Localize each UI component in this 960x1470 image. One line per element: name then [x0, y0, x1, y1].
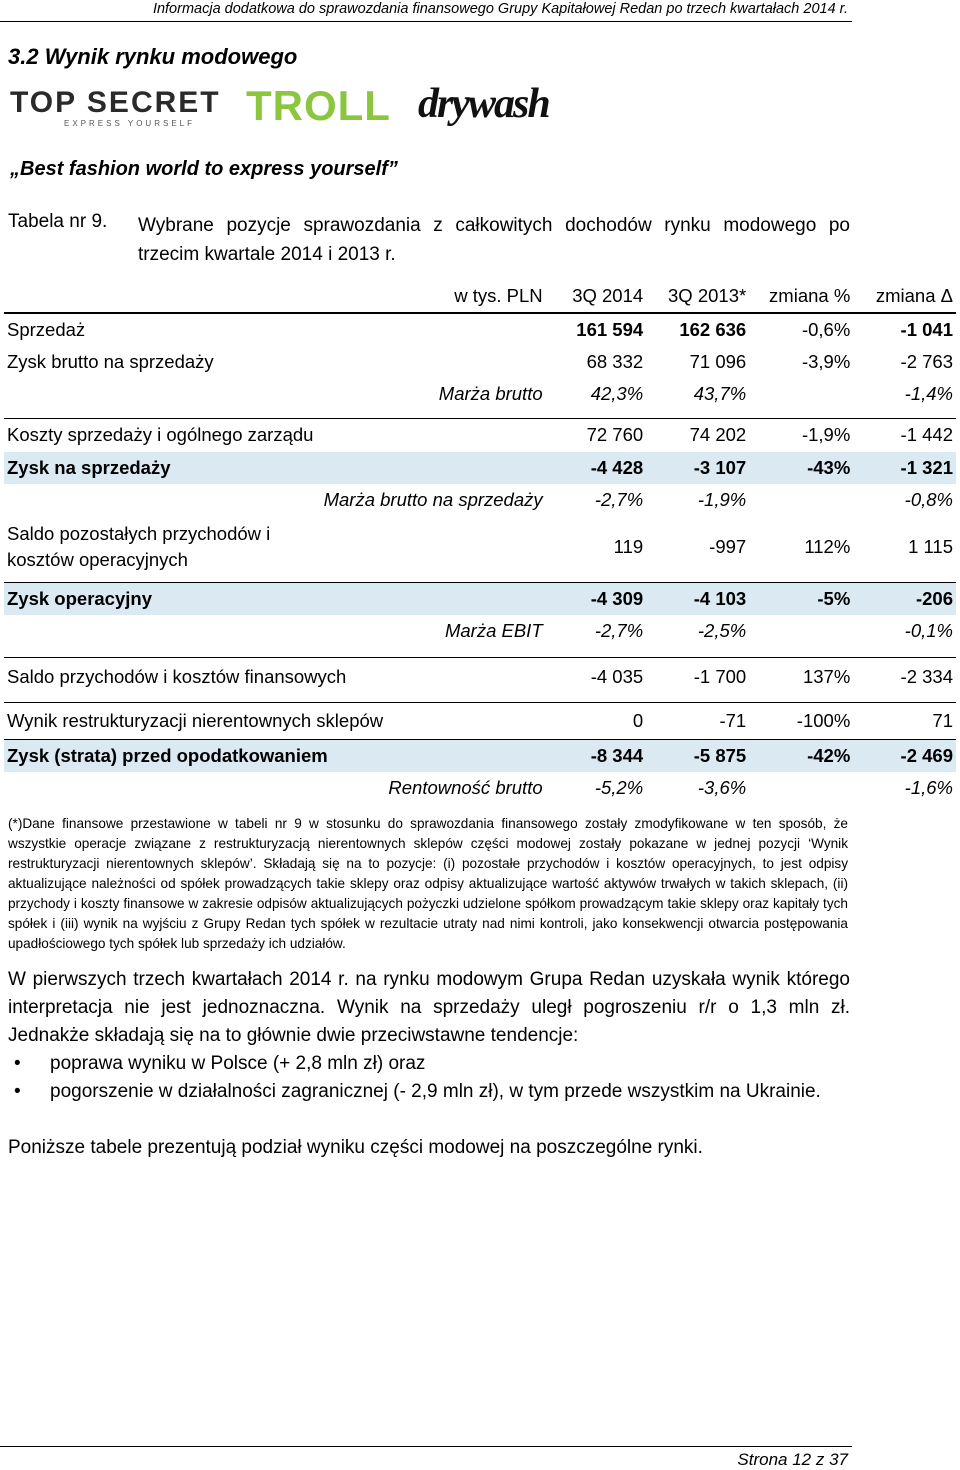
list-item — [8, 1050, 850, 1078]
row-label: Marża EBIT — [444, 620, 543, 641]
table-row — [4, 419, 956, 452]
table-row-highlight — [4, 583, 956, 616]
bullet-list — [8, 1050, 850, 1106]
cell-value: -42% — [749, 740, 853, 773]
footer-rule — [0, 1446, 852, 1447]
list-item-text: pogorszenie w działalności zagranicznej (- 2,9 mln zł), w tym przede wszystkim na Ukrainie. — [50, 1081, 821, 1102]
cell-value: -0,6% — [801, 319, 851, 340]
cell-value: 119 — [613, 536, 644, 557]
bullet-icon: • — [14, 1053, 21, 1074]
table-row — [4, 313, 956, 346]
cell-value: 42,3% — [590, 383, 644, 404]
cell-value: -1,9% — [801, 424, 851, 445]
cell-value — [749, 484, 853, 516]
cell-value: -5,2% — [594, 777, 644, 798]
row-label: Marża brutto na sprzedaży — [323, 489, 543, 510]
cell-value: 162 636 — [679, 319, 747, 340]
troll-logo: TROLL — [246, 82, 391, 129]
cell-value — [749, 772, 853, 804]
table-row — [4, 615, 956, 647]
cell-value: -0,8% — [904, 489, 953, 510]
row-separator — [4, 410, 956, 419]
cell-value: -8 344 — [546, 740, 647, 773]
page-number: Strona 12 z 37 — [737, 1450, 848, 1469]
cell-value: -0,1% — [904, 620, 953, 641]
cell-value: 72 760 — [586, 424, 644, 445]
cell-value — [749, 378, 853, 410]
cell-value: -4 103 — [646, 583, 749, 616]
cell-value: 0 — [632, 710, 644, 731]
cell-value: -43% — [749, 452, 853, 485]
cell-value: -4 309 — [546, 583, 647, 616]
row-label: Zysk (strata) przed opodatkowaniem — [4, 740, 546, 773]
cell-value: 68 332 — [586, 351, 644, 372]
cell-value: 137% — [802, 666, 851, 687]
body-paragraph-1: W pierwszych trzech kwartałach 2014 r. na rynku modowym Grupa Redan uzyskała wynik którego interpretacja nie jest jednoznaczna. Wynik na sprzedaży uległ pogroszeniu r/r o 1,3 mln zł. Jednakże składają się na to głównie dwie przeciwstawne tendencje: — [8, 969, 850, 1046]
table-row — [4, 658, 956, 697]
row-label: Saldo pozostałych przychodów i kosztów operacyjnych — [7, 523, 271, 570]
header-rule — [0, 21, 852, 22]
row-label: Koszty sprzedaży i ogólnego zarządu — [7, 424, 314, 445]
top-secret-logo-text: TOP SECRET — [10, 86, 221, 119]
cell-value: -1 321 — [853, 452, 956, 485]
row-label: Zysk operacyjny — [4, 583, 546, 616]
table-row — [4, 516, 956, 578]
financial-table — [4, 280, 956, 804]
col-header-3q2014: 3Q 2014 — [546, 280, 647, 313]
section-title: 3.2 Wynik rynku modowego — [8, 44, 298, 69]
cell-value: -100% — [796, 710, 851, 731]
cell-value: -1 700 — [693, 666, 747, 687]
col-header-change-delta: zmiana Δ — [853, 280, 956, 313]
cell-value: 71 096 — [689, 351, 747, 372]
drywash-logo: drywash — [418, 81, 549, 127]
cell-value: -5 875 — [646, 740, 749, 773]
cell-value: -2,5% — [697, 620, 747, 641]
table-row — [4, 703, 956, 740]
table-row-highlight — [4, 452, 956, 485]
cell-value: -3 107 — [646, 452, 749, 485]
cell-value: -2 763 — [900, 351, 953, 372]
brand-logos — [10, 81, 590, 132]
unit-header: w tys. PLN — [327, 280, 546, 313]
table-row — [4, 378, 956, 410]
cell-value: -206 — [853, 583, 956, 616]
row-label: Zysk na sprzedaży — [4, 452, 546, 485]
top-secret-tagline: EXPRESS YOURSELF — [64, 119, 195, 128]
cell-value: -4 035 — [590, 666, 644, 687]
page-header — [0, 0, 960, 26]
cell-value: -1 041 — [900, 319, 953, 340]
cell-value: 112% — [804, 536, 851, 557]
cell-value: 1 115 — [908, 536, 953, 557]
cell-value: 74 202 — [689, 424, 747, 445]
table-caption-label: Tabela nr 9. — [8, 211, 108, 232]
cell-value: 71 — [932, 710, 953, 731]
cell-value: -997 — [709, 536, 747, 557]
table-header-row — [4, 280, 956, 313]
row-label: Rentowność brutto — [388, 777, 543, 798]
col-header-3q2013: 3Q 2013* — [646, 280, 749, 313]
cell-value: -71 — [719, 710, 747, 731]
table-row — [4, 772, 956, 804]
row-label: Wynik restrukturyzacji nierentownych sklepów — [7, 710, 384, 731]
cell-value: -1,6% — [904, 777, 953, 798]
header-text: Informacja dodatkowa do sprawozdania finansowego Grupy Kapitałowej Redan po trzech kwartałach 2014 r. — [152, 1, 848, 17]
col-header-change-pct: zmiana % — [749, 280, 853, 313]
list-item-text: poprawa wyniku w Polsce (+ 2,8 mln zł) oraz — [50, 1053, 426, 1074]
cell-value: -1,4% — [904, 383, 953, 404]
row-separator — [4, 647, 956, 658]
row-label: Saldo przychodów i kosztów finansowych — [7, 666, 347, 687]
table-caption-text: Wybrane pozycje sprawozdania z całkowitych dochodów rynku modowego po trzecim kwartale 2014 i 2013 r. — [138, 215, 850, 265]
table-row — [4, 484, 956, 516]
table-footnote: (*)Dane finansowe przestawione w tabeli nr 9 w stosunku do sprawozdania finansowego zostały zmodyfikowane w ten sposób, że wszystkie operacje związane z restrukturyzacją nierentownych sklepów części modowej zostały pokazane w jednej pozycji ‘Wynik restrukturyzacji nierentownych sklepów’. Składają się na to pozycje: (i) pozostałe przychodów i kosztów operacyjnych, to jest odpisy aktualizujące należności od spółek prowadzących takie sklepy oraz odpisy aktualizujące wartość aktywów trwałych w takich sklepach, (ii) przychody i koszty finansowe w zakresie odpisów aktualizujących pożyczki udzielone spółkom prowadzącym takie sklepy oraz kapitały tych spółek i (iii) wynik na wyjściu z Grupy Redan tych spółek w rezultacie utraty nad nimi kontroli, jako konsekwencji otwarcia postępowania upadłościowego tych spółek lub sprzedaży ich udziałów. — [8, 816, 848, 951]
cell-value: -2,7% — [594, 489, 644, 510]
list-item — [8, 1078, 850, 1106]
body-paragraph-2: Poniższe tabele prezentują podział wyniku części modowej na poszczególne rynki. — [8, 1137, 703, 1158]
cell-value: -2 334 — [900, 666, 953, 687]
row-label: Marża brutto — [438, 383, 543, 404]
row-label: Zysk brutto na sprzedaży — [7, 351, 214, 372]
cell-value: -5% — [749, 583, 853, 616]
cell-value: -4 428 — [546, 452, 647, 485]
cell-value: -2,7% — [594, 620, 644, 641]
cell-value: -1,9% — [697, 489, 747, 510]
motto: „Best fashion world to express yourself” — [10, 158, 398, 180]
cell-value: -3,9% — [801, 351, 851, 372]
cell-value: -1 442 — [900, 424, 953, 445]
table-row — [4, 346, 956, 378]
bullet-icon: • — [14, 1081, 21, 1102]
cell-value — [749, 615, 853, 647]
cell-value: 161 594 — [576, 319, 644, 340]
cell-value: 43,7% — [693, 383, 747, 404]
table-row-highlight — [4, 740, 956, 773]
top-secret-logo — [10, 86, 242, 132]
cell-value: -2 469 — [853, 740, 956, 773]
row-label: Sprzedaż — [7, 319, 86, 340]
cell-value: -3,6% — [697, 777, 747, 798]
